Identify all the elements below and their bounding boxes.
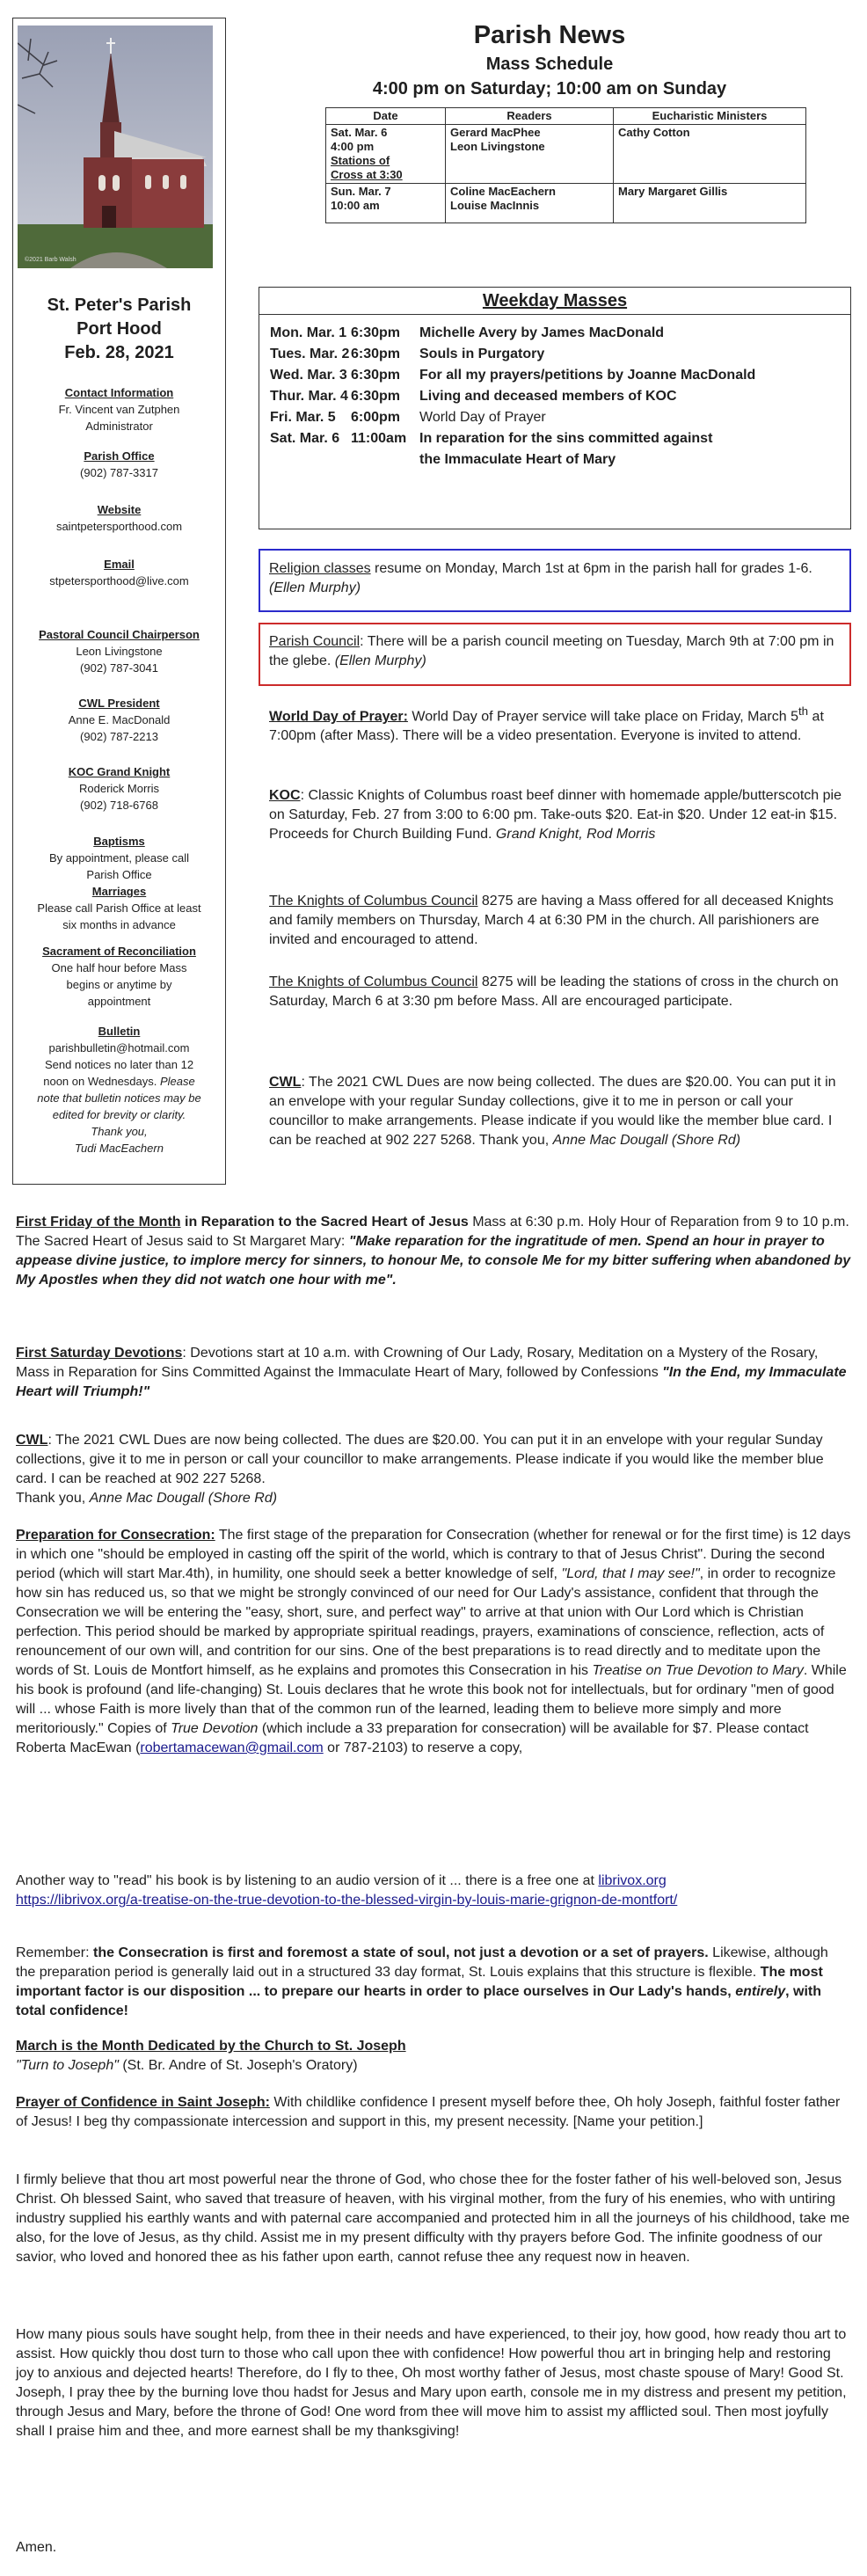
- religion-classes-title: Religion classes: [269, 561, 371, 576]
- table-row: [326, 125, 806, 184]
- first-friday-bold: in Reparation to the Sacred Heart of Jesus: [180, 1215, 469, 1230]
- parish-name: St. Peter's Parish: [47, 296, 192, 315]
- bulletin-line4: edited for brevity or clarity.: [52, 1108, 186, 1121]
- remember-bold-1: the Consecration is first and foremost a state of soul, not just a devotion or a set of prayers.: [93, 1945, 709, 1960]
- website-link[interactable]: saintpetersporthood.com: [55, 520, 183, 533]
- list-item: [270, 344, 544, 365]
- cwl-main-title: CWL: [16, 1433, 48, 1448]
- page-title: Parish News: [473, 21, 626, 49]
- pastoral-heading: Pastoral Council Chairperson: [39, 628, 200, 641]
- list-item: [270, 407, 546, 428]
- reconciliation-line3: appointment: [87, 995, 151, 1008]
- st-joseph-title: March is the Month Dedicated by the Church to St. Joseph: [16, 2039, 406, 2054]
- consecration-text-5: or 787-2103) to reserve a copy,: [323, 1740, 523, 1755]
- weekday-day: Mon. Mar. 1: [270, 325, 347, 340]
- website-heading: Website: [97, 503, 142, 516]
- koc-text: : Classic Knights of Columbus roast beef dinner with homemade apple/butterscotch pie on Saturday, Feb. 27 from 3:00 to 6:00 pm. Take-outs $20. Eat-in $20. Under 12 eat-in $15. Proceeds for Church Building Fund.: [269, 788, 842, 842]
- row2-minister: Mary Margaret Gillis: [614, 184, 806, 223]
- weekday-intention: World Day of Prayer: [419, 410, 546, 425]
- baptisms-heading: Baptisms: [93, 835, 145, 848]
- row2-date-time: 10:00 am: [331, 199, 380, 212]
- immaculate-heart-quote: "In the End, my Immaculate Heart will Triumph!": [16, 1365, 847, 1399]
- remember-bold-3: , with total confidence!: [16, 1984, 821, 2018]
- contact-role: Administrator: [85, 420, 153, 433]
- bulletin-please: Please: [160, 1075, 195, 1088]
- row2-date: [326, 184, 446, 223]
- weekday-day: Tues. Mar. 2: [270, 347, 350, 361]
- row1-readers: [446, 125, 614, 184]
- koc-dinner-notice: [269, 786, 848, 844]
- first-friday-title: First Friday of the Month: [16, 1215, 181, 1230]
- bulletin-line3: note that bulletin notices may be: [37, 1091, 201, 1105]
- row1-minister: Cathy Cotton: [614, 125, 806, 184]
- cwl-text: : The 2021 CWL Dues are now being collected. The dues are $20.00. You can put it in an envelope with your regular Sunday collections, give it to me in person or call your councillor to make arrangements. Please indicate if you would like the member blue card. I can be reached at 902 227 5268. Thank you,: [269, 1075, 836, 1148]
- row2-readers: [446, 184, 614, 223]
- religion-classes-sig: (Ellen Murphy): [269, 580, 361, 595]
- world-day-prayer-notice: [269, 702, 848, 746]
- consecration-title: Preparation for Consecration:: [16, 1528, 215, 1543]
- remember-label: Remember:: [16, 1945, 94, 1960]
- col-date: Date: [326, 108, 446, 125]
- prayer-section: [16, 2093, 851, 2132]
- photo-credit: ©2021 Barb Walsh: [25, 257, 76, 263]
- remember-bold-2: The most important factor is our disposition ... to prepare our hearts in order to place ourselves in Our Lady's hands,: [16, 1965, 823, 1999]
- kofc-mass-notice: [269, 892, 848, 950]
- consecration-text-3: . While his book is profound (and life-changing) St. Louis declares that he wrote this book not for intellectuals, but for ordinary "men of good will ... whose Faith is more lively than that of the common run of the learned, leading them to believe more simply and more meritoriously." Copies of: [16, 1663, 847, 1736]
- cwl-president-phone: (902) 787-2213: [80, 730, 158, 743]
- koc-sig: Grand Knight, Rod Morris: [495, 827, 656, 842]
- mass-times: 4:00 pm on Saturday; 10:00 am on Sunday: [372, 79, 727, 99]
- list-item: [270, 365, 755, 386]
- church-image: [18, 26, 213, 268]
- wdp-title: World Day of Prayer:: [269, 709, 408, 725]
- list-item: [270, 323, 664, 344]
- first-saturday-text: : Devotions start at 10 a.m. with Crowning of Our Lady, Rosary, Meditation on a Mystery of the Rosary, Mass in Reparation for Sins Committed Against the Immaculate Heart of Mary, followed by Confessions: [16, 1346, 819, 1380]
- cwl-main-section: [16, 1431, 851, 1508]
- pastoral-name: Leon Livingstone: [76, 645, 163, 658]
- parish-council-notice: [269, 632, 848, 671]
- turn-to-joseph-attr: (St. Br. Andre of St. Joseph's Oratory): [118, 2058, 358, 2073]
- weekday-intention: Souls in Purgatory: [419, 347, 545, 361]
- weekday-masses-box: [259, 287, 851, 529]
- kofc-stations-notice: [269, 973, 848, 1011]
- marriages-line1: Please call Parish Office at least: [37, 901, 201, 915]
- weekday-time: 6:00pm: [351, 410, 401, 425]
- sacred-heart-quote: "Make reparation for the ingratitude of men. Spend an hour in prayer to appease divine justice, to implore mercy for sinners, to honour Me, to console Me for my bitter suffering when abandoned by My Apostles when they did not watch one hour with me".: [16, 1234, 851, 1288]
- marriages-heading: Marriages: [91, 885, 147, 898]
- weekday-time: 6:30pm: [351, 325, 401, 340]
- consecration-book2: True Devotion: [171, 1721, 259, 1736]
- baptisms-line2: Parish Office: [86, 868, 152, 881]
- weekday-time: 11:00am: [351, 431, 407, 446]
- bulletin-date: Feb. 28, 2021: [64, 343, 174, 362]
- audio-section: [16, 1872, 851, 1910]
- church-photo: [18, 26, 213, 268]
- koc-heading: KOC Grand Knight: [68, 765, 171, 778]
- religion-classes-text: resume on Monday, March 1st at 6pm in the parish hall for grades 1-6.: [370, 561, 812, 576]
- bulletin-thanks: Thank you,: [91, 1125, 148, 1138]
- turn-to-joseph-quote: "Turn to Joseph": [16, 2058, 119, 2073]
- st-joseph-section: [16, 2037, 851, 2076]
- consecration-quote: "Lord, that I may see!": [561, 1566, 700, 1581]
- bulletin-deadline: noon on Wednesdays.: [43, 1075, 157, 1088]
- col-ministers: Eucharistic Ministers: [614, 108, 806, 125]
- cwl-heading: CWL President: [78, 697, 160, 710]
- weekday-intention: Michelle Avery by James MacDonald: [419, 325, 665, 340]
- list-item: [270, 386, 677, 407]
- weekday-intention-cont: the Immaculate Heart of Mary: [419, 452, 616, 467]
- prayer-para-1: With childlike confidence I present myself before thee, Oh holy Joseph, faithful foster father of Jesus! I beg thy compassionate intercession and support in this, my present necessity. [Name your petition.]: [16, 2095, 841, 2129]
- wdp-sup: th: [798, 704, 809, 718]
- religion-classes-notice: [269, 559, 848, 598]
- cwl-main-text: : The 2021 CWL Dues are now being collected. The dues are $20.00. You can put it in an envelope with your regular Sunday collections, give it to me in person or call your councillor to make arrangements. Please indicate if you would like the member blue card. I can be reached at 902 227 5268.: [16, 1433, 824, 1486]
- parish-council-title: Parish Council: [269, 634, 361, 649]
- mass-schedule-heading: Mass Schedule: [485, 55, 614, 74]
- remember-section: [16, 1944, 851, 2021]
- kofc-mass-title: The Knights of Columbus Council: [269, 894, 478, 909]
- first-friday-line2: The Sacred Heart of Jesus said to St Margaret Mary:: [16, 1234, 349, 1249]
- first-friday-text: Mass at 6:30 p.m. Holy Hour of Reparation from 9 to 10 p.m.: [468, 1215, 849, 1230]
- col-readers: Readers: [446, 108, 614, 125]
- prayer-title: Prayer of Confidence in Saint Joseph:: [16, 2095, 270, 2110]
- remember-text: Likewise, although the preparation period is generally laid out in a structured 33 day format, St. Louis explains that this structure is flexible.: [16, 1945, 828, 1980]
- row2-reader-2: Louise MacInnis: [450, 199, 540, 212]
- koc-title: KOC: [269, 788, 301, 803]
- first-saturday-title: First Saturday Devotions: [16, 1346, 183, 1361]
- consecration-section: [16, 1526, 851, 1758]
- row1-stations-time: Cross at 3:30: [331, 168, 403, 181]
- weekday-intention: Living and deceased members of KOC: [419, 389, 677, 404]
- cwl-main-sig: Anne Mac Dougall (Shore Rd): [89, 1491, 278, 1506]
- weekday-masses-title: Weekday Masses: [259, 288, 850, 315]
- contact-name: Fr. Vincent van Zutphen: [58, 403, 180, 416]
- kofc-stations-title: The Knights of Columbus Council: [269, 974, 478, 989]
- bulletin-editor: Tudi MacEachern: [75, 1142, 164, 1155]
- roberta-email-link[interactable]: robertamacewan@gmail.com: [140, 1740, 324, 1755]
- prayer-para-2: I firmly believe that thou art most powerful near the throne of God, who chose thee for the foster father of his well-beloved son, Jesus Christ. Oh blessed Saint, who saved that treasure of heaven, with his virginal mother, from the fury of his enemies, who with untiring industry supplied his earthly wants and with paternal care accompanied and protected him in all the journeys of his childhood, take me also, for the love of Jesus, as thy child. Assist me in my present difficulty with thy prayers before God. The infinite goodness of our savior, who loved and honored thee as his father upon earth, cannot refuse thee any request now in heaven.: [16, 2172, 850, 2265]
- bulletin-heading: Bulletin: [98, 1025, 141, 1038]
- kofc-stations-text: 8275 will be leading the stations of cross in the church on Saturday, March 6 at 3:30 pm before Mass. All are encouraged participate.: [269, 974, 839, 1009]
- pastoral-phone: (902) 787-3041: [80, 661, 158, 675]
- kofc-mass-text: 8275 are having a Mass offered for all deceased Knights and family members on Thursday, March 4 at 6:30 PM in the church. All parishioners are invited and encouraged to attend.: [269, 894, 834, 947]
- consecration-text-2: , in order to recognize how sin has reduced us, so that we might be strongly convinced of our need for Our Lady's assistance, confident that through the Consecration we will be entering the "easy, short, sure, and perfect way" to arrive at that union with Our Lord which is Christian perfection. This period should be marked by appropriate spiritual readings, prayers, examinations of conscience, reflection, acts of renouncement of our own will, and contrition for our sins. One of the best preparations is to read directly and to meditate upon the words of St. Louis de Montfort himself, as he explains and promotes this Consecration in his: [16, 1566, 836, 1678]
- weekday-day: Wed. Mar. 3: [270, 368, 347, 383]
- row1-date-day: Sat. Mar. 6: [331, 126, 388, 139]
- row1-reader-1: Gerard MacPhee: [450, 126, 541, 139]
- remember-entirely: entirely: [735, 1984, 786, 1999]
- prayer-para-3: How many pious souls have sought help, from thee in their needs and have experienced, to their joy, how good, how ready thou art to assist. How quickly thou dost turn to those who call upon thee with confidence! How powerful thou art in bringing help and restoring joy to anxious and dejected hearts! Therefore, do I fly to thee, Oh most worthy father of Jesus, most chaste spouse of Mary! Good St. Joseph, I pray thee by the burning love thou hadst for Jesus and Mary upon earth, console me in my distress and present my petition, through Jesus and Mary, before the throne of God! One word from thee will move him to assist my afflicted soul. Then most joyfully shall I praise him and thee, and more earnest shall be my thanksgiving!: [16, 2327, 847, 2439]
- row2-date-day: Sun. Mar. 7: [331, 185, 391, 198]
- row1-date-time: 4:00 pm: [331, 140, 375, 153]
- weekday-day: Thur. Mar. 4: [270, 389, 348, 404]
- bulletin-email[interactable]: parishbulletin@hotmail.com: [48, 1041, 190, 1054]
- reconciliation-line2: begins or anytime by: [66, 978, 172, 991]
- baptisms-line1: By appointment, please call: [49, 851, 189, 865]
- reconciliation-line1: One half hour before Mass: [51, 961, 187, 974]
- bulletin-line1: Send notices no later than 12: [44, 1058, 194, 1071]
- table-header-row: [326, 108, 806, 125]
- contact-heading: Contact Information: [64, 386, 174, 399]
- table-row: [326, 184, 806, 223]
- first-friday-section: [16, 1213, 851, 1290]
- weekday-day: Sat. Mar. 6: [270, 431, 340, 446]
- row1-date: [326, 125, 446, 184]
- parish-council-sig: (Ellen Murphy): [334, 653, 426, 668]
- row1-reader-2: Leon Livingstone: [450, 140, 545, 153]
- librivox-book-link[interactable]: https://librivox.org/a-treatise-on-the-true-devotion-to-the-blessed-virgin-by-louis-marie-grignon-de-montfort/: [16, 1893, 678, 1908]
- prayer-amen: Amen.: [16, 2540, 57, 2555]
- koc-knight-name: Roderick Morris: [78, 782, 159, 795]
- bulletin-line2: [12, 1073, 226, 1090]
- row2-reader-1: Coline MacEachern: [450, 185, 556, 198]
- weekday-time: 6:30pm: [351, 347, 401, 361]
- librivox-link[interactable]: librivox.org: [598, 1873, 667, 1888]
- wdp-text-1: World Day of Prayer service will take place on Friday, March 5: [407, 709, 798, 725]
- parish-council-text: : There will be a parish council meeting on Tuesday, March 9th at 7:00 pm in the glebe.: [269, 634, 834, 668]
- reconciliation-heading: Sacrament of Reconciliation: [42, 945, 196, 958]
- cwl-president-name: Anne E. MacDonald: [68, 713, 171, 726]
- row1-stations: Stations of: [331, 154, 390, 167]
- weekday-day: Fri. Mar. 5: [270, 410, 336, 425]
- parish-location: Port Hood: [76, 319, 162, 339]
- weekday-intention: In reparation for the sins committed against: [419, 431, 713, 446]
- weekday-intention: For all my prayers/petitions by Joanne MacDonald: [419, 368, 756, 383]
- office-phone: (902) 787-3317: [80, 466, 158, 479]
- first-saturday-section: [16, 1344, 851, 1402]
- office-heading: Parish Office: [84, 449, 155, 463]
- list-item: [270, 428, 712, 449]
- cwl-sig: Anne Mac Dougall (Shore Rd): [552, 1133, 741, 1148]
- mass-schedule-table: [325, 107, 806, 223]
- weekday-time: 6:30pm: [351, 368, 401, 383]
- marriages-line2: six months in advance: [62, 918, 176, 931]
- cwl-main-thanks: Thank you,: [16, 1491, 90, 1506]
- consecration-book: Treatise on True Devotion to Mary: [592, 1663, 804, 1678]
- koc-knight-phone: (902) 718-6768: [80, 799, 158, 812]
- weekday-time: 6:30pm: [351, 389, 401, 404]
- cwl-dues-notice: [269, 1073, 848, 1150]
- consecration-text-1: The first stage of the preparation for Consecration (whether for renewal or for the first time) is 12 days in which one "should be employed in casting off the spirit of the world, which is contrary to that of Jesus Christ". During the second period (which will start Mar.4th), in humility, one should seek a better knowledge of self,: [16, 1528, 851, 1581]
- email-heading: Email: [104, 558, 135, 571]
- wdp-text-2: at 7:00pm (after Mass). There will be a video presentation. Everyone is invited to attend.: [269, 709, 824, 744]
- cwl-title: CWL: [269, 1075, 302, 1090]
- consecration-text-4: (which include a 33 preparation for consecration) will be available for $7. Please contact Roberta MacEwan (: [16, 1721, 809, 1755]
- email-link[interactable]: stpetersporthood@live.com: [49, 574, 189, 587]
- audio-text: Another way to "read" his book is by listening to an audio version of it ... there is a free one at: [16, 1873, 599, 1888]
